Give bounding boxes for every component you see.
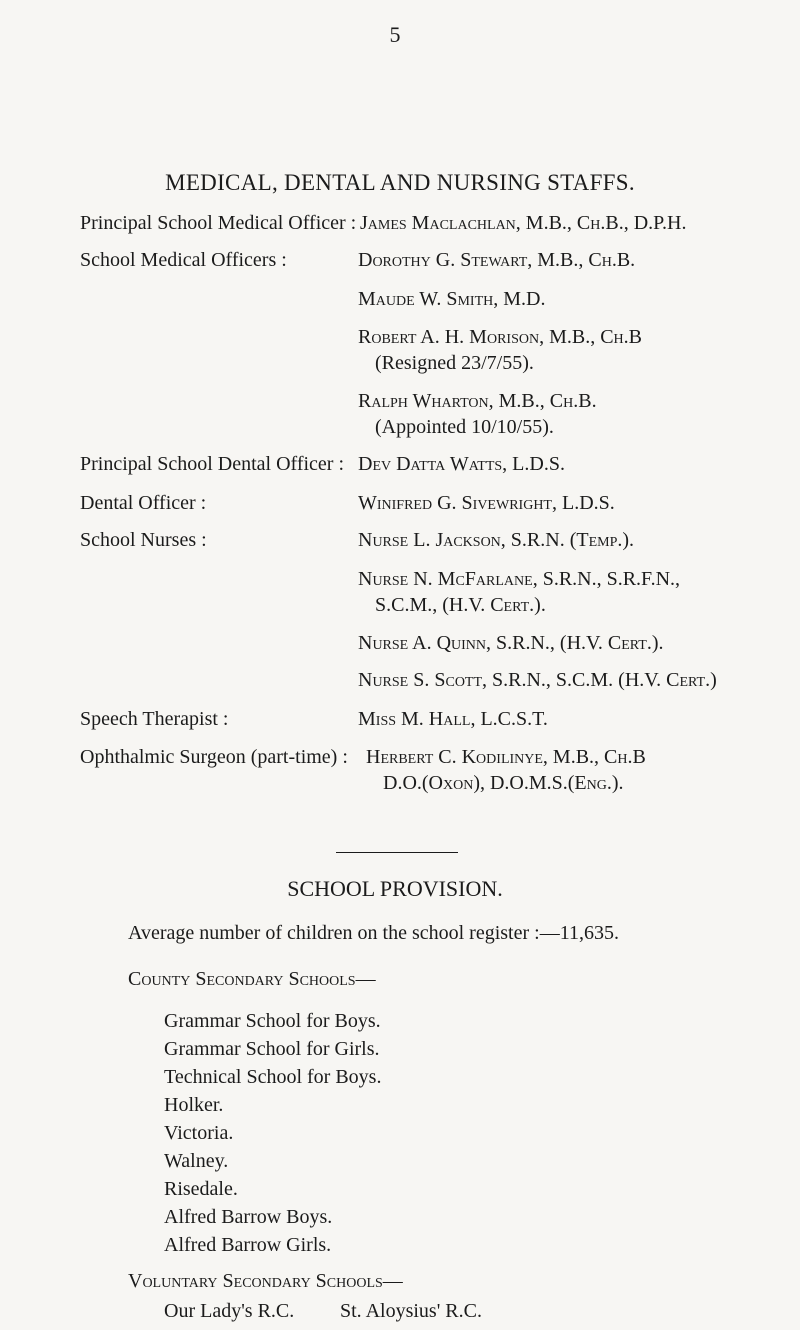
- average-register-line: Average number of children on the school register :—11,635.: [128, 922, 619, 944]
- section-divider: [336, 852, 458, 853]
- voluntary-school-item: Our Lady's R.C.: [164, 1300, 295, 1322]
- nurse-1: Nurse L. Jackson, S.R.N. (Temp.).: [358, 529, 635, 551]
- county-school-item: Technical School for Boys.: [164, 1066, 382, 1088]
- smo-name-2: Maude W. Smith, M.D.: [358, 288, 546, 310]
- staff-title: MEDICAL, DENTAL AND NURSING STAFFS.: [165, 170, 635, 195]
- nurse-4: Nurse S. Scott, S.R.N., S.C.M. (H.V. Cert.): [358, 669, 717, 691]
- speech-therapist-label: Speech Therapist :: [80, 708, 229, 730]
- smo-name-1: Dorothy G. Stewart, M.B., Ch.B.: [358, 249, 636, 271]
- school-nurses-label: School Nurses :: [80, 529, 207, 551]
- smo-note-4: (Appointed 10/10/55).: [375, 416, 554, 438]
- smo-name-4: Ralph Wharton, M.B., Ch.B.: [358, 390, 597, 412]
- county-school-item: Holker.: [164, 1094, 224, 1116]
- county-secondary-heading: County Secondary Schools—: [128, 968, 376, 990]
- county-school-item: Walney.: [164, 1150, 229, 1172]
- county-school-item: Grammar School for Boys.: [164, 1010, 381, 1032]
- provision-title: SCHOOL PROVISION.: [287, 876, 503, 901]
- county-school-item: Grammar School for Girls.: [164, 1038, 380, 1060]
- smo-note-3: (Resigned 23/7/55).: [375, 352, 534, 374]
- principal-smo-name: James Maclachlan, M.B., Ch.B., D.P.H.: [360, 212, 687, 234]
- ophthalmic-surgeon-name-cont: D.O.(Oxon), D.O.M.S.(Eng.).: [383, 772, 624, 794]
- page-number: 5: [389, 22, 401, 47]
- speech-therapist-name: Miss M. Hall, L.C.S.T.: [358, 708, 548, 730]
- nurse-3: Nurse A. Quinn, S.R.N., (H.V. Cert.).: [358, 632, 664, 654]
- voluntary-secondary-heading: Voluntary Secondary Schools—: [128, 1270, 403, 1292]
- ophthalmic-surgeon-name: Herbert C. Kodilinye, M.B., Ch.B: [366, 746, 646, 768]
- principal-smo-label: Principal School Medical Officer :: [80, 212, 357, 234]
- smo-label: School Medical Officers :: [80, 249, 287, 271]
- county-school-item: Risedale.: [164, 1178, 238, 1200]
- dental-officer-label: Dental Officer :: [80, 492, 207, 514]
- county-school-item: Alfred Barrow Girls.: [164, 1234, 332, 1256]
- smo-name-3: Robert A. H. Morison, M.B., Ch.B: [358, 326, 642, 348]
- principal-sdo-name: Dev Datta Watts, L.D.S.: [358, 453, 565, 475]
- dental-officer-name: Winifred G. Sivewright, L.D.S.: [358, 492, 615, 514]
- ophthalmic-surgeon-label: Ophthalmic Surgeon (part-time) :: [80, 746, 348, 768]
- voluntary-school-item: St. Aloysius' R.C.: [340, 1300, 482, 1322]
- nurse-2-cont: S.C.M., (H.V. Cert.).: [375, 594, 546, 616]
- county-school-item: Victoria.: [164, 1122, 234, 1144]
- nurse-2: Nurse N. McFarlane, S.R.N., S.R.F.N.,: [358, 568, 681, 590]
- principal-sdo-label: Principal School Dental Officer :: [80, 453, 345, 475]
- county-school-item: Alfred Barrow Boys.: [164, 1206, 333, 1228]
